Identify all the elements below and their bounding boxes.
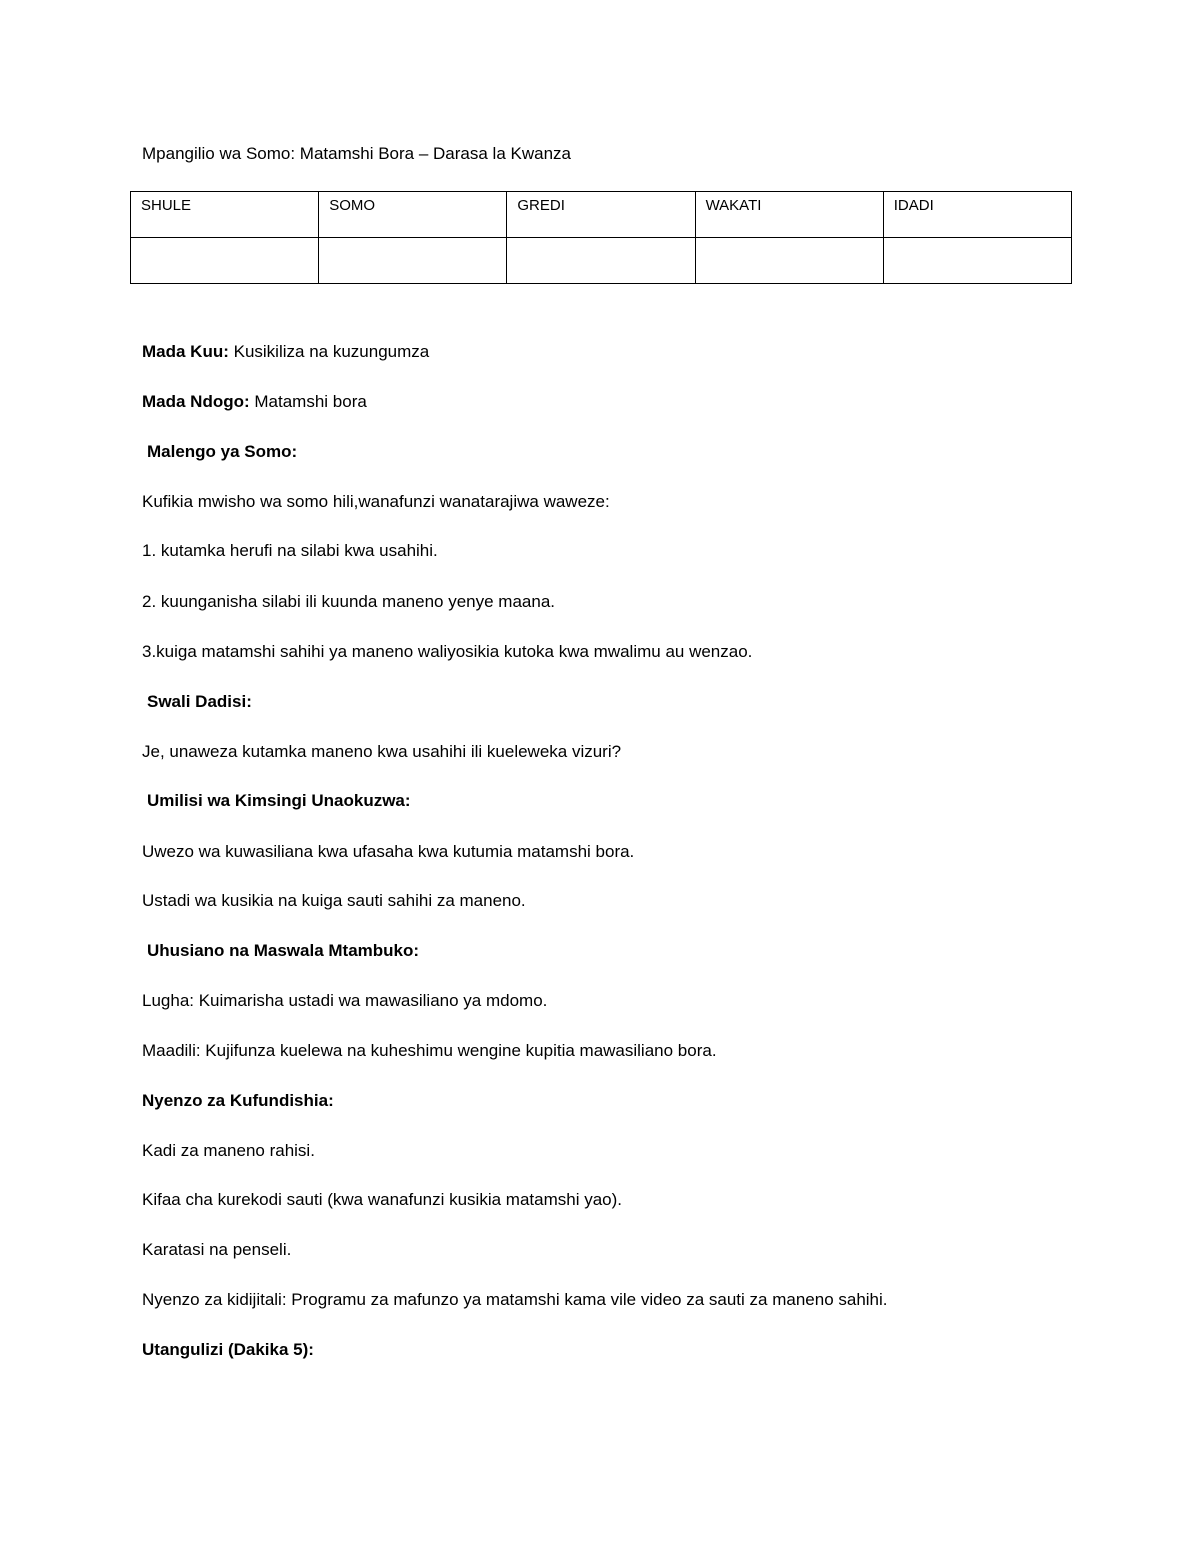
lesson-info-table: [130, 191, 1072, 284]
malengo-item-3: 3.kuiga matamshi sahihi ya maneno waliyosikia kutoka kwa mwalimu au wenzao.: [142, 642, 753, 661]
cell-somo: [319, 238, 507, 284]
malengo-item-1: 1. kutamka herufi na silabi kwa usahihi.: [142, 541, 438, 560]
malengo-item-2: 2. kuunganisha silabi ili kuunda maneno yenye maana.: [142, 592, 555, 611]
cell-wakati: [695, 238, 883, 284]
nyenzo-heading: Nyenzo za Kufundishia:: [142, 1091, 334, 1110]
header-shule: SHULE: [131, 192, 319, 238]
mada-kuu-value: Kusikiliza na kuzungumza: [228, 342, 430, 361]
table-empty-row: [131, 238, 1072, 284]
mada-kuu-label: Mada Kuu:: [142, 342, 229, 361]
cell-gredi: [507, 238, 695, 284]
mada-kuu-line: [142, 341, 429, 363]
umilisi-item-1: Uwezo wa kuwasiliana kwa ufasaha kwa kutumia matamshi bora.: [142, 842, 635, 861]
malengo-intro: Kufikia mwisho wa somo hili,wanafunzi wanatarajiwa waweze:: [142, 492, 610, 511]
uhusiano-heading: Uhusiano na Maswala Mtambuko:: [147, 941, 420, 960]
nyenzo-item-2: Kifaa cha kurekodi sauti (kwa wanafunzi kusikia matamshi yao).: [142, 1190, 622, 1209]
mada-ndogo-label: Mada Ndogo:: [142, 392, 250, 411]
swali-dadisi-heading: Swali Dadisi:: [147, 692, 252, 711]
header-idadi: IDADI: [883, 192, 1071, 238]
cell-shule: [131, 238, 319, 284]
mada-ndogo-line: [142, 391, 367, 413]
uhusiano-item-lugha: Lugha: Kuimarisha ustadi wa mawasiliano ya mdomo.: [142, 991, 548, 1010]
document-title: Mpangilio wa Somo: Matamshi Bora – Darasa la Kwanza: [142, 144, 571, 163]
umilisi-heading: Umilisi wa Kimsingi Unaokuzwa:: [147, 791, 411, 810]
nyenzo-item-1: Kadi za maneno rahisi.: [142, 1141, 315, 1160]
header-wakati: WAKATI: [695, 192, 883, 238]
table-header-row: [131, 192, 1072, 238]
utangulizi-heading: Utangulizi (Dakika 5):: [142, 1340, 314, 1359]
malengo-heading: Malengo ya Somo:: [147, 442, 298, 461]
uhusiano-item-maadili: Maadili: Kujifunza kuelewa na kuheshimu wengine kupitia mawasiliano bora.: [142, 1041, 717, 1060]
nyenzo-item-3: Karatasi na penseli.: [142, 1240, 292, 1259]
header-somo: SOMO: [319, 192, 507, 238]
umilisi-item-2: Ustadi wa kusikia na kuiga sauti sahihi za maneno.: [142, 891, 526, 910]
header-gredi: GREDI: [507, 192, 695, 238]
nyenzo-item-4: Nyenzo za kidijitali: Programu za mafunzo ya matamshi kama vile video za sauti za maneno sahihi.: [142, 1290, 888, 1309]
swali-dadisi-text: Je, unaweza kutamka maneno kwa usahihi ili kueleweka vizuri?: [142, 742, 622, 761]
cell-idadi: [883, 238, 1071, 284]
mada-ndogo-value: Matamshi bora: [249, 392, 367, 411]
